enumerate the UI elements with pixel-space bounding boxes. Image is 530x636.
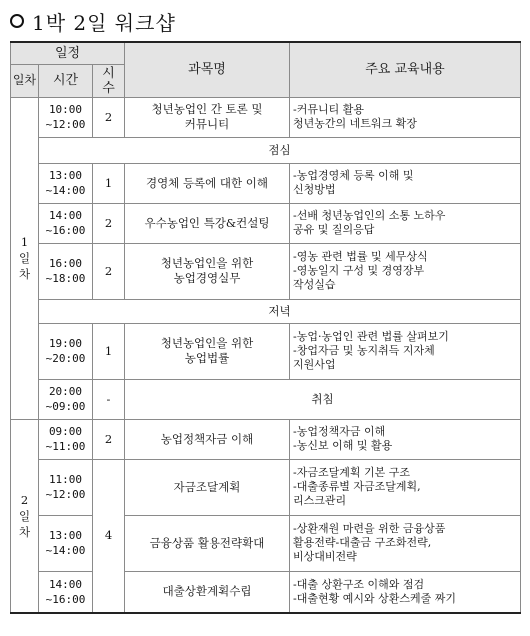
table-row xyxy=(11,243,521,299)
day-1-cell: 1 일 차 xyxy=(11,97,39,419)
table-row xyxy=(11,571,521,613)
header-content: 주요 교육내용 xyxy=(290,42,521,97)
time-cell: 13:00 ~14:00 xyxy=(39,163,93,203)
page-title xyxy=(10,6,176,36)
time-cell: 20:00 ~09:00 xyxy=(39,379,93,419)
header-schedule: 일정 xyxy=(11,42,125,64)
table-row xyxy=(11,163,521,203)
schedule-table xyxy=(10,41,521,614)
hours-cell: 1 xyxy=(93,323,125,379)
content-cell: -대출 상환구조 이해와 점검 -대출현황 예시와 상환스케줄 짜기 xyxy=(290,571,521,613)
header-hours: 시수 xyxy=(93,64,125,97)
table-row xyxy=(11,203,521,243)
hours-cell-group: 4 xyxy=(93,459,125,613)
table-row xyxy=(11,459,521,515)
circle-bullet-icon xyxy=(10,14,24,28)
subject-cell: 농업정책자금 이해 xyxy=(125,419,290,459)
content-cell: -선배 청년농업인의 소통 노하우 공유 및 질의응답 xyxy=(290,203,521,243)
content-cell: -농업·농업인 관련 법률 살펴보기 -창업자금 및 농지취득 지자체 지원사업 xyxy=(290,323,521,379)
hours-cell: 2 xyxy=(93,97,125,137)
subject-cell: 청년농업인을 위한 농업법률 xyxy=(125,323,290,379)
content-cell: -커뮤니티 활용 청년농간의 네트워크 확장 xyxy=(290,97,521,137)
header-day: 일차 xyxy=(11,64,39,97)
table-row-dinner xyxy=(11,299,521,323)
table-row xyxy=(11,323,521,379)
hours-cell: 2 xyxy=(93,419,125,459)
table-row xyxy=(11,515,521,571)
header-subject: 과목명 xyxy=(125,42,290,97)
subject-cell: 청년농업인 간 토론 및 커뮤니티 xyxy=(125,97,290,137)
time-cell: 09:00 ~11:00 xyxy=(39,419,93,459)
subject-cell: 대출상환계획수립 xyxy=(125,571,290,613)
subject-cell: 금융상품 활용전략확대 xyxy=(125,515,290,571)
time-cell: 14:00 ~16:00 xyxy=(39,203,93,243)
time-cell: 11:00 ~12:00 xyxy=(39,459,93,515)
time-cell: 10:00 ~12:00 xyxy=(39,97,93,137)
table-row-lunch xyxy=(11,137,521,163)
header-time: 시간 xyxy=(39,64,93,97)
content-cell: -농업정책자금 이해 -농신보 이해 및 활용 xyxy=(290,419,521,459)
time-cell: 13:00 ~14:00 xyxy=(39,515,93,571)
subject-cell: 우수농업인 특강&컨설팅 xyxy=(125,203,290,243)
subject-cell: 청년농업인을 위한 농업경영실무 xyxy=(125,243,290,299)
content-cell: -영농 관련 법률 및 세무상식 -영농일지 구성 및 경영장부 작성실습 xyxy=(290,243,521,299)
hours-cell: 2 xyxy=(93,243,125,299)
table-row xyxy=(11,419,521,459)
hours-cell: - xyxy=(93,379,125,419)
sleep-cell: 취침 xyxy=(125,379,521,419)
dinner-break: 저녁 xyxy=(39,299,521,323)
time-cell: 19:00 ~20:00 xyxy=(39,323,93,379)
time-cell: 16:00 ~18:00 xyxy=(39,243,93,299)
day-2-cell: 2 일 차 xyxy=(11,419,39,613)
subject-cell: 경영체 등록에 대한 이해 xyxy=(125,163,290,203)
table-row-sleep xyxy=(11,379,521,419)
subject-cell: 자금조달계획 xyxy=(125,459,290,515)
lunch-break: 점심 xyxy=(39,137,521,163)
table-row xyxy=(11,97,521,137)
content-cell: -농업경영체 등록 이해 및 신청방법 xyxy=(290,163,521,203)
header-row-1 xyxy=(11,42,521,64)
time-cell: 14:00 ~16:00 xyxy=(39,571,93,613)
content-cell: -자금조달계획 기본 구조 -대출종류별 자금조달계획, 리스크관리 xyxy=(290,459,521,515)
hours-cell: 2 xyxy=(93,203,125,243)
content-cell: -상환재원 마련을 위한 금융상품 활용전략-대출금 구조화전략, 비상대비전략 xyxy=(290,515,521,571)
page-title-text: 1박 2일 워크샵 xyxy=(32,10,176,35)
hours-cell: 1 xyxy=(93,163,125,203)
